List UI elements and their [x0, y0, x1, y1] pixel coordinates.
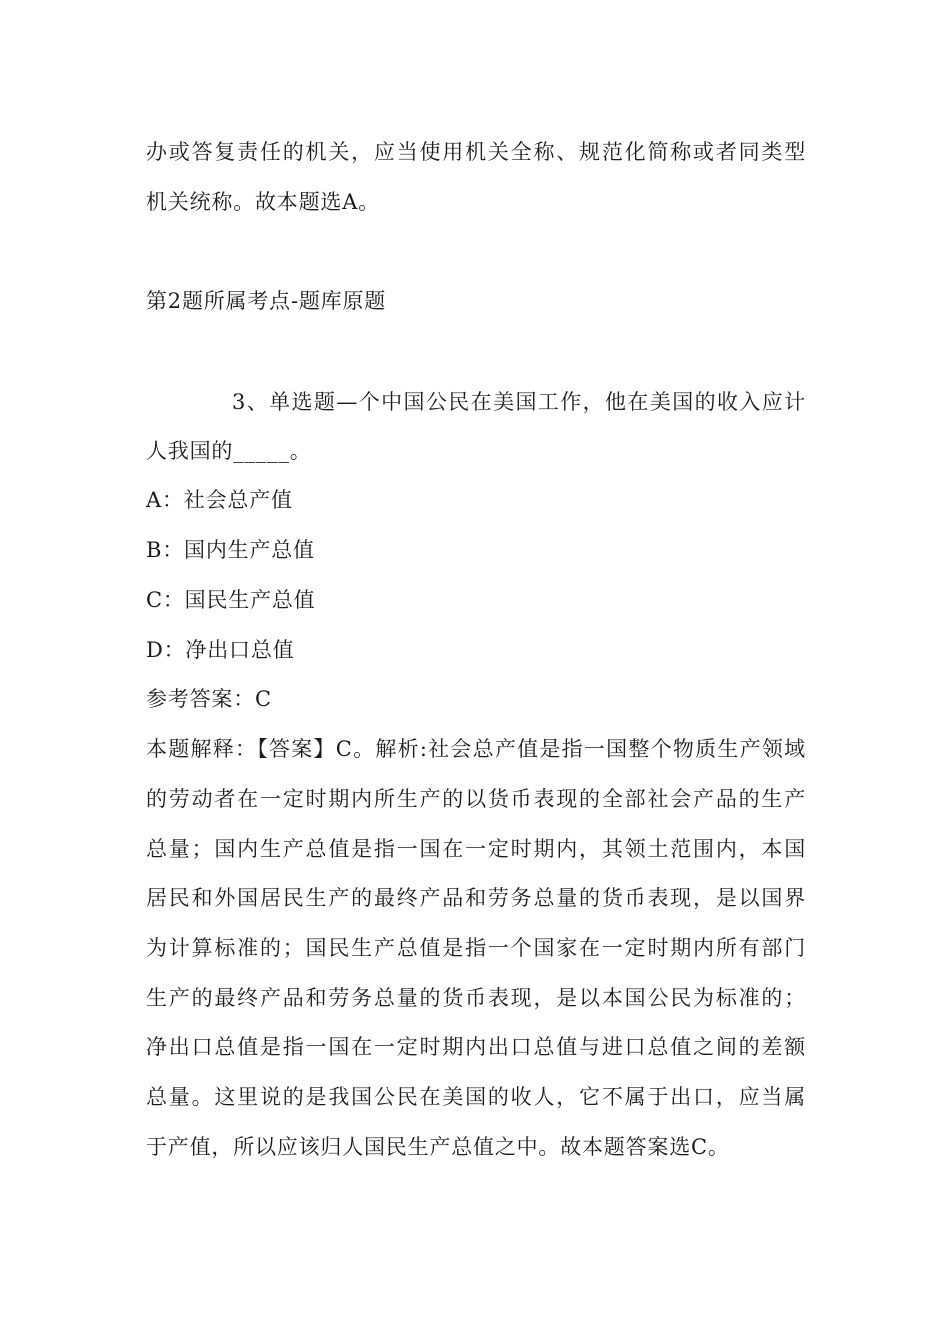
q3-option-a: A：社会总产值 — [146, 488, 293, 512]
prev-explanation-line-2: 机关统称。故本题选A。 — [146, 190, 380, 214]
prev-explanation-line-1: 办或答复责任的机关，应当使用机关全称、规范化简称或者同类型 — [146, 140, 806, 164]
q3-explanation-line-5: 为计算标准的；国民生产总值是指一个国家在一定时期内所有部门 — [146, 936, 806, 960]
q3-explanation-line-4: 居民和外国居民生产的最终产品和劳务总量的货币表现，是以国界 — [146, 886, 806, 910]
q3-explanation-line-9: 于产值，所以应该归人国民生产总值之中。故本题答案选C。 — [146, 1135, 730, 1159]
q3-explanation-line-7: 净出口总值是指一国在一定时期内出口总值与进口总值之间的差额 — [146, 1035, 806, 1059]
q3-explanation-line-1: 本题解释：【答案】C。解析:社会总产值是指一国整个物质生产领域 — [146, 737, 806, 761]
q3-option-d: D：净出口总值 — [146, 638, 295, 662]
q3-explanation-line-3: 总量；国内生产总值是指一国在一定时期内，其领土范围内，本国 — [146, 837, 806, 861]
q3-explanation-line-2: 的劳动者在一定时期内所生产的以货币表现的全部社会产品的生产 — [146, 787, 806, 811]
q3-answer: 参考答案：C — [146, 687, 272, 711]
q3-explanation-line-6: 生产的最终产品和劳务总量的货币表现，是以本国公民为标准的； — [146, 986, 806, 1010]
q3-option-b: B：国内生产总值 — [146, 538, 315, 562]
q3-stem-line-2: 人我国的_____。 — [146, 439, 312, 463]
q3-explanation-line-8: 总量。这里说的是我国公民在美国的收人，它不属于出口，应当属 — [146, 1085, 806, 1109]
q2-topic-heading: 第2题所属考点-题库原题 — [146, 289, 387, 313]
q3-stem-line-1: 3、单选题—个中国公民在美国工作，他在美国的收入应计 — [232, 390, 806, 414]
q3-option-c: C：国民生产总值 — [146, 588, 316, 612]
